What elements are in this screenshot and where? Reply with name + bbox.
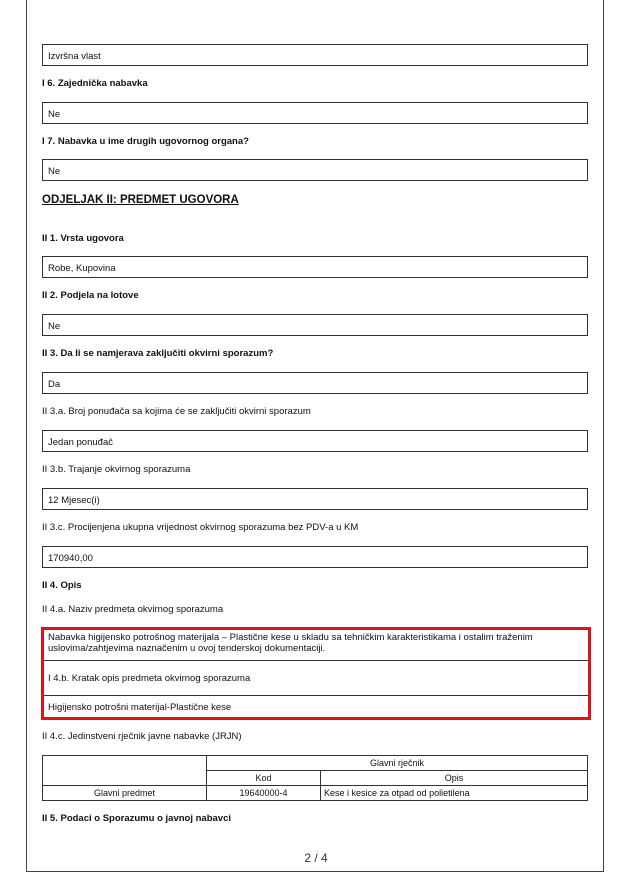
joint-procurement-field	[42, 102, 588, 124]
field-value: Ne	[48, 321, 61, 332]
field-value: Izvršna vlast	[48, 51, 101, 62]
divider	[44, 695, 588, 696]
bidders-count-label: II 3.a. Broj ponuđača sa kojima će se zaključiti okvirni sporazum	[42, 406, 311, 417]
subject-name-field	[44, 632, 588, 654]
contract-type-label: II 1. Vrsta ugovora	[42, 233, 124, 244]
short-description-field: Higijensko potrošni materijal-Plastične kese	[48, 702, 232, 713]
executive-authority-field	[42, 44, 588, 66]
field-value: Ne	[48, 109, 61, 120]
jrjn-label: II 4.c. Jedinstveni rječnik javne nabavke (JRJN)	[42, 731, 242, 742]
opis-header-cell: Opis	[321, 771, 588, 786]
opis-value-cell: Kese i kesice za otpad od polietilena	[321, 786, 588, 801]
short-description-label: I 4.b. Kratak opis predmeta okvirnog sporazuma	[48, 673, 251, 684]
subject-name-line-2: uslovima/zahtjevima naznačenim u ovoj tenderskoj dokumentaciji.	[48, 643, 326, 654]
lots-field	[42, 314, 588, 336]
group-header-cell: Glavni rječnik	[207, 756, 588, 771]
field-value: Da	[48, 379, 61, 390]
field-value: 12 Mjesec(i)	[48, 495, 100, 506]
framework-agreement-field	[42, 372, 588, 394]
field-value: 170940,00	[48, 553, 93, 564]
contract-type-field	[42, 256, 588, 278]
lots-label: II 2. Podjela na lotove	[42, 290, 139, 301]
agreement-duration-field	[42, 488, 588, 510]
field-value: Jedan ponuđač	[48, 437, 113, 448]
page-number: 2 / 4	[304, 851, 328, 865]
table-row	[43, 756, 588, 771]
section-heading: ODJELJAK II: PREDMET UGOVORA	[42, 194, 239, 206]
estimated-value-label: II 3.c. Procijenjena ukupna vrijednost okvirnog sporazuma bez PDV-a u KM	[42, 522, 359, 533]
main-subject-cell: Glavni predmet	[43, 786, 207, 801]
kod-header-cell: Kod	[207, 771, 321, 786]
agreement-data-label: II 5. Podaci o Sporazumu o javnoj nabavci	[42, 813, 231, 824]
jrjn-table	[42, 755, 588, 801]
field-value: Ne	[48, 166, 61, 177]
table-row	[43, 786, 588, 801]
description-label: II 4. Opis	[42, 580, 82, 591]
kod-value-cell: 19640000-4	[207, 786, 321, 801]
field-value: Robe, Kupovina	[48, 263, 116, 274]
table-cell-empty	[43, 756, 207, 786]
subject-name-label: II 4.a. Naziv predmeta okvirnog sporazuma	[42, 604, 224, 615]
on-behalf-field	[42, 159, 588, 181]
bidders-count-field	[42, 430, 588, 452]
on-behalf-label: I 7. Nabavka u ime drugih ugovornog organa?	[42, 136, 249, 147]
agreement-duration-label: II 3.b. Trajanje okvirnog sporazuma	[42, 464, 191, 475]
subject-name-line-1: Nabavka higijensko potrošnog materijala – Plastične kese u skladu sa tehničkim karakteristikama i ostalim traženim	[48, 632, 533, 643]
divider	[44, 660, 588, 661]
estimated-value-field	[42, 546, 588, 568]
joint-procurement-label: I 6. Zajednička nabavka	[42, 78, 148, 89]
framework-agreement-label: II 3. Da li se namjerava zaključiti okvirni sporazum?	[42, 348, 274, 359]
